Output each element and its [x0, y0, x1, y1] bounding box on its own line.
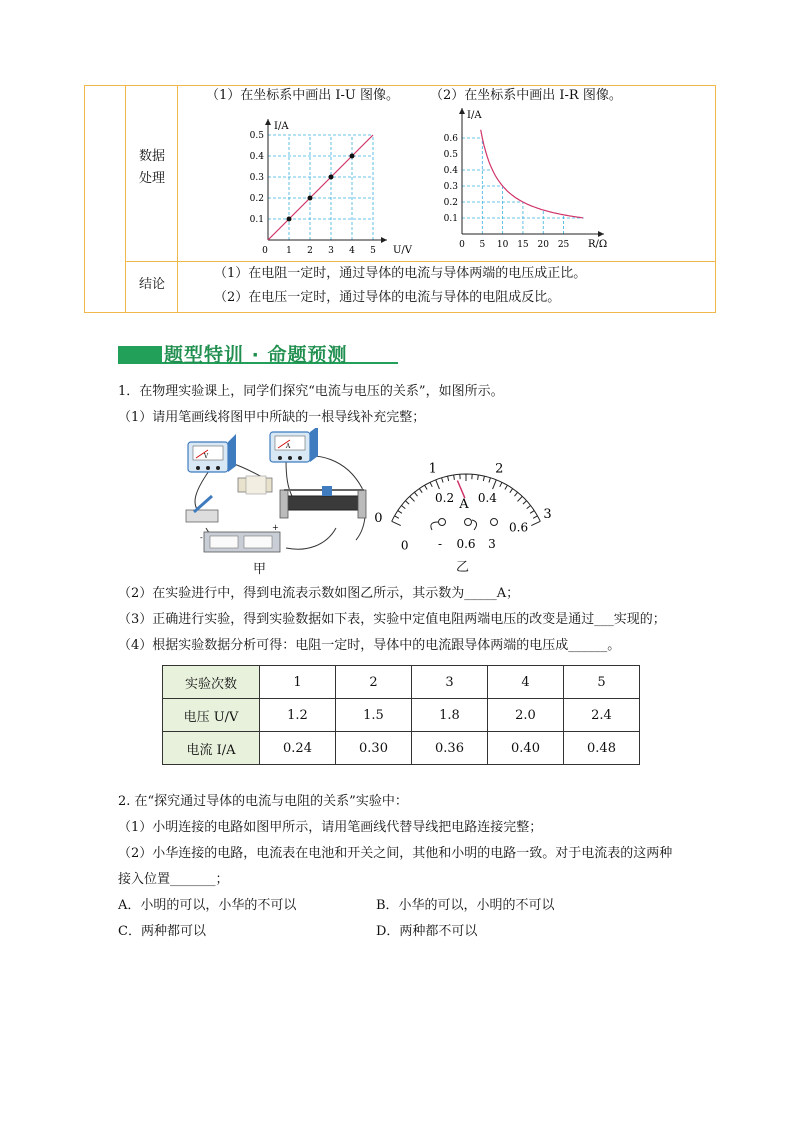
q2-part2-line2: 接入位置_______； [118, 872, 229, 887]
y-tick-label: 0.1 [443, 214, 458, 224]
dial-tick [500, 482, 502, 486]
q2-option-d: D．两种都不可以 [376, 924, 478, 939]
trial-cell: 1 [260, 666, 336, 699]
dial-tick [517, 496, 522, 501]
x-tick-label: 1 [286, 246, 292, 254]
current-cell: 0.48 [564, 732, 640, 765]
switch-icon [186, 496, 218, 522]
dial-tick [392, 521, 401, 525]
dial-bottom-label: 0.4 [477, 491, 497, 506]
ir-chart [440, 108, 620, 254]
current-cell: 0.40 [488, 732, 564, 765]
x-tick-label: 25 [557, 240, 570, 250]
svg-text:V: V [203, 453, 209, 460]
terminal-minus: - [437, 537, 443, 551]
svg-text:-: - [200, 533, 203, 542]
x-tick-label: 0 [459, 240, 465, 250]
task2-text: （2）在坐标系中画出 I-R 图像。 [430, 88, 622, 103]
q2-option-c: C．两种都可以 [118, 924, 206, 939]
row-label-line1: 数据 [138, 149, 165, 164]
ir-curve [481, 130, 583, 218]
y-tick-label: 0.6 [443, 134, 458, 144]
q2-option-a: A．小明的可以，小华的不可以 [118, 898, 297, 913]
trial-cell: 4 [488, 666, 564, 699]
ammeter-dial [374, 436, 574, 556]
trial-cell: 5 [564, 666, 640, 699]
q1-part2: （2）在实验进行中，得到电流表示数如图乙所示，其示数为_____A； [118, 586, 520, 601]
dial-tick [410, 496, 415, 501]
figure-jia-label: 甲 [253, 562, 267, 577]
y-tick-label: 0.5 [249, 131, 264, 141]
dial-top-label: 1 [428, 461, 437, 477]
table-row [163, 699, 640, 732]
dial-unit: A [459, 497, 469, 512]
voltage-cell: 1.8 [412, 699, 488, 732]
q1-part1: （1）请用笔画线将图甲中所缺的一根导线补充完整； [118, 410, 426, 425]
experiment-data-table [162, 665, 640, 765]
q1-part3: （3）正确进行实验，得到实验数据如下表，实验中定值电阻两端电压的改变是通过___实现的； [118, 612, 666, 627]
dial-terminals [431, 519, 498, 552]
x-tick-label: 20 [537, 240, 549, 250]
ir-labels [444, 110, 608, 250]
ir-grid [462, 138, 584, 234]
x-tick-label: 15 [517, 240, 529, 250]
x-tick-label: 4 [349, 246, 355, 254]
dial-top-label: 2 [495, 461, 504, 477]
dial-tick [505, 485, 508, 489]
y-arrow [265, 119, 271, 125]
y-tick-label: 0.2 [443, 198, 458, 208]
trial-cell: 2 [336, 666, 412, 699]
current-cell: 0.30 [336, 732, 412, 765]
section-banner-bar [118, 346, 162, 362]
dial-tick [533, 516, 537, 518]
terminal-3: 3 [488, 537, 496, 551]
x-tick-label: 5 [479, 240, 486, 250]
iu-chart [236, 112, 416, 254]
y-arrow [459, 108, 465, 114]
x-tick-label: 5 [370, 246, 376, 254]
q2-option-b: B．小华的可以，小明的不可以 [376, 898, 555, 913]
dial-tick [514, 492, 517, 496]
x-tick-label: 10 [496, 240, 509, 250]
dial-tick [454, 475, 455, 480]
dial-tick [425, 485, 428, 489]
q1-part4: （4）根据实验数据分析可得：电阻一定时，导体中的电流跟导体两端的电压成______。 [118, 638, 621, 653]
data-point [287, 217, 292, 222]
voltmeter-icon [188, 434, 236, 472]
terminal-0-6: 0.6 [456, 537, 476, 551]
voltage-cell: 2.0 [488, 699, 564, 732]
data-point [329, 175, 334, 180]
dial-tick [493, 480, 497, 489]
circuit-figure [176, 428, 376, 560]
y-tick-label: 0.5 [443, 150, 458, 160]
current-cell: 0.24 [260, 732, 336, 765]
battery-icon [200, 523, 280, 552]
dial-tick [530, 511, 534, 514]
data-point [350, 154, 355, 159]
ir-marks [481, 130, 583, 218]
section-title: 题型特训 · 命题预测 [164, 344, 348, 366]
voltage-cell: 1.5 [336, 699, 412, 732]
dial-tick [414, 492, 417, 496]
iu-line [268, 135, 373, 240]
y-axis-label: I/A [274, 121, 289, 132]
dial-tick [442, 478, 443, 483]
y-tick-label: 0.4 [249, 152, 264, 162]
x-tick-label: 3 [328, 246, 334, 254]
iu-marks [268, 135, 373, 240]
row-label-data-processing [127, 146, 177, 190]
x-tick-label: 2 [307, 246, 313, 254]
svg-text:+: + [272, 523, 279, 532]
header-voltage: 电压 U/V [163, 699, 260, 732]
x-arrow [598, 231, 604, 237]
x-arrow [381, 237, 387, 243]
dial-tick [531, 521, 540, 525]
voltage-cell: 1.2 [260, 699, 336, 732]
dial-top-label: 3 [543, 506, 552, 522]
dial-bottom-label: 0.2 [435, 491, 455, 506]
dial-tick [527, 506, 531, 509]
y-tick-label: 0.1 [249, 215, 264, 225]
dial-tick [510, 489, 513, 493]
dial-tick [419, 489, 422, 493]
rheostat-icon [280, 486, 366, 518]
dial-needle [457, 480, 464, 498]
dial-tick [478, 475, 479, 480]
figure-yi-label: 乙 [456, 560, 470, 575]
dial-bottom-label: 0.6 [509, 520, 529, 535]
current-cell: 0.36 [412, 732, 488, 765]
q1-stem: 1．在物理实验课上，同学们探究“电流与电压的关系”，如图所示。 [118, 384, 504, 399]
dial-zero-label: 0 [400, 538, 409, 553]
dial-tick [448, 476, 449, 481]
dial-tick [395, 516, 399, 518]
dial-tick [401, 506, 405, 509]
x-axis-label: U/V [393, 245, 413, 254]
dial-tick [523, 501, 527, 504]
dial-tick [398, 511, 402, 514]
trial-cell: 3 [412, 666, 488, 699]
conclusion-2: （2）在电压一定时，通过导体的电流与导体的电阻成反比。 [214, 290, 561, 305]
x-tick-label: 0 [262, 246, 268, 254]
svg-text:A: A [285, 443, 291, 450]
ammeter-device-icon [270, 428, 318, 462]
resistor-icon [238, 476, 272, 494]
dial-tick [483, 476, 484, 481]
dial-tick [430, 482, 432, 486]
voltage-cell: 2.4 [564, 699, 640, 732]
row-label-line2: 处理 [138, 171, 165, 186]
y-tick-label: 0.4 [443, 166, 458, 176]
header-trial: 实验次数 [163, 666, 260, 699]
dial-tick [405, 501, 409, 504]
data-point [308, 196, 313, 201]
header-current: 电流 I/A [163, 732, 260, 765]
y-tick-label: 0.3 [249, 173, 264, 183]
dial-top-label: 0 [374, 510, 383, 526]
q2-part2-line1: （2）小华连接的电路，电流表在电池和开关之间，其他和小明的电路一致。对于电流表的这两种 [118, 846, 673, 861]
table-row [163, 732, 640, 765]
dial-tick [489, 478, 490, 483]
q2-part1: （1）小明连接的电路如图甲所示，请用笔画线代替导线把电路连接完整； [118, 820, 543, 835]
row-label-conclusion: 结论 [138, 277, 165, 292]
x-axis-label: R/Ω [588, 239, 608, 250]
y-tick-label: 0.3 [443, 182, 458, 192]
y-axis-label: I/A [467, 110, 482, 121]
dial-tick [436, 480, 440, 489]
y-tick-label: 0.2 [249, 194, 264, 204]
task1-text: （1）在坐标系中画出 I-U 图像。 [206, 88, 400, 103]
q2-stem: 2. 在“探究通过导体的电流与电阻的关系”实验中： [118, 794, 408, 809]
conclusion-1: （1）在电阻一定时，通过导体的电流与导体两端的电压成正比。 [214, 266, 587, 281]
table-row [163, 666, 640, 699]
